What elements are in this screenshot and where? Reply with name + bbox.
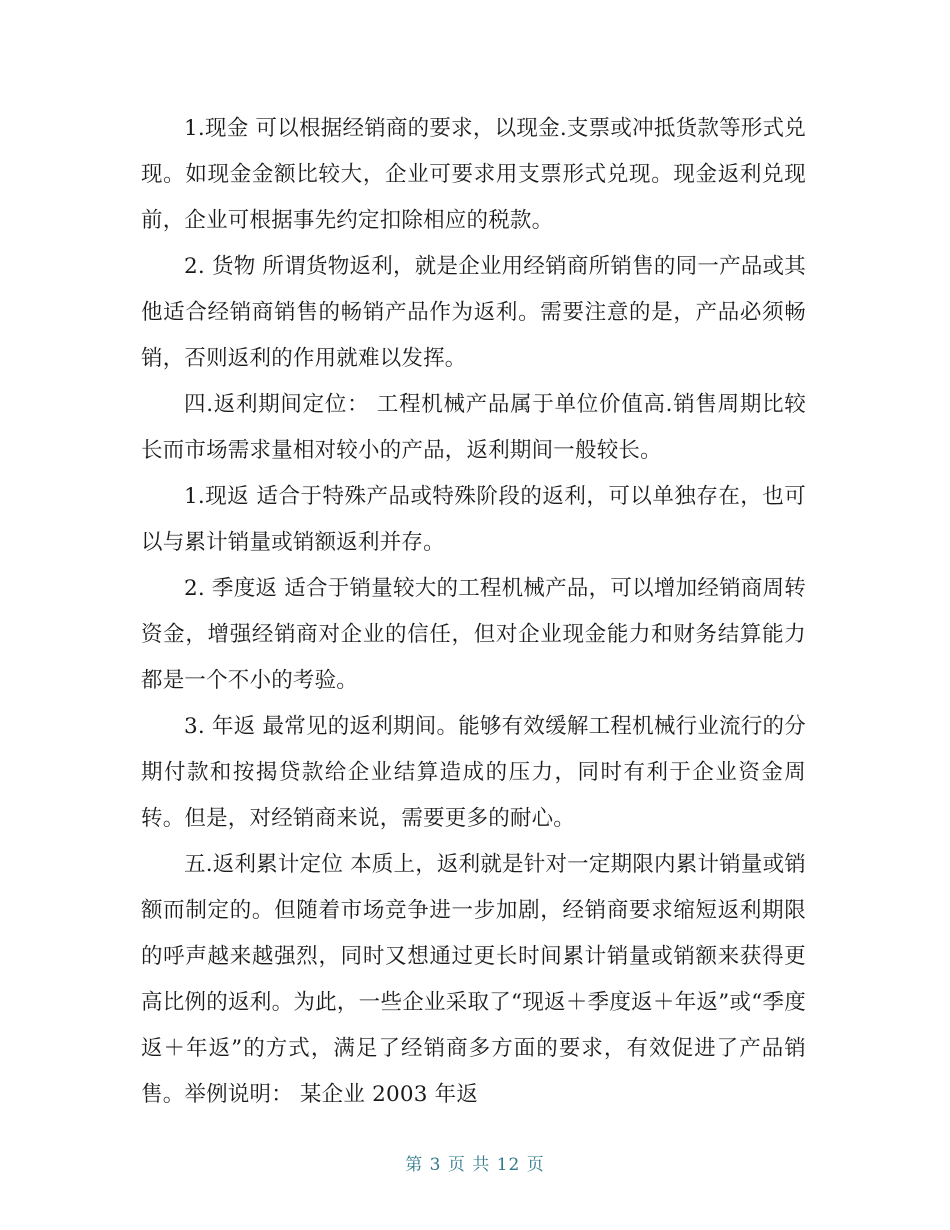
- paragraph-quarterly-rebate: 2. 季度返 适合于销量较大的工程机械产品，可以增加经销商周转资金，增强经销商对企业的信任，但对企业现金能力和财务结算能力都是一个不小的考验。: [141, 576, 806, 693]
- paragraph-rebate-accumulation: 五.返利累计定位 本质上，返利就是针对一定期限内累计销量或销额而制定的。但随着市场竞争进一步加剧，经销商要求缩短返利期限的呼声越来越强烈，同时又想通过更长时间累计销量或销额来获得更高比例的返利。为此，一些企业采取了“现返＋季度返＋年返”或“季度返＋年返”的方式，满足了经销商多方面的要求，有效促进了产品销售。举例说明： 某企业 2003 年返: [141, 852, 806, 1107]
- paragraph-annual-rebate: 3. 年返 最常见的返利期间。能够有效缓解工程机械行业流行的分期付款和按揭贷款给企业结算造成的压力，同时有利于企业资金周转。但是，对经销商来说，需要更多的耐心。: [141, 714, 806, 831]
- page-number-footer: 第 3 页 共 12 页: [405, 1155, 545, 1175]
- paragraph-cash: 1.现金 可以根据经销商的要求，以现金.支票或冲抵货款等形式兑现。如现金金额比较大，企业可要求用支票形式兑现。现金返利兑现前，企业可根据事先约定扣除相应的税款。: [141, 116, 806, 233]
- paragraph-goods: 2. 货物 所谓货物返利，就是企业用经销商所销售的同一产品或其他适合经销商销售的畅销产品作为返利。需要注意的是，产品必须畅销，否则返利的作用就难以发挥。: [141, 254, 806, 371]
- document-body: [141, 106, 806, 1118]
- paragraph-immediate-rebate: 1.现返 适合于特殊产品或特殊阶段的返利，可以单独存在，也可以与累计销量或销额返利并存。: [141, 484, 806, 555]
- paragraph-rebate-period: 四.返利期间定位： 工程机械产品属于单位价值高.销售周期比较长而市场需求量相对较小的产品，返利期间一般较长。: [141, 392, 806, 463]
